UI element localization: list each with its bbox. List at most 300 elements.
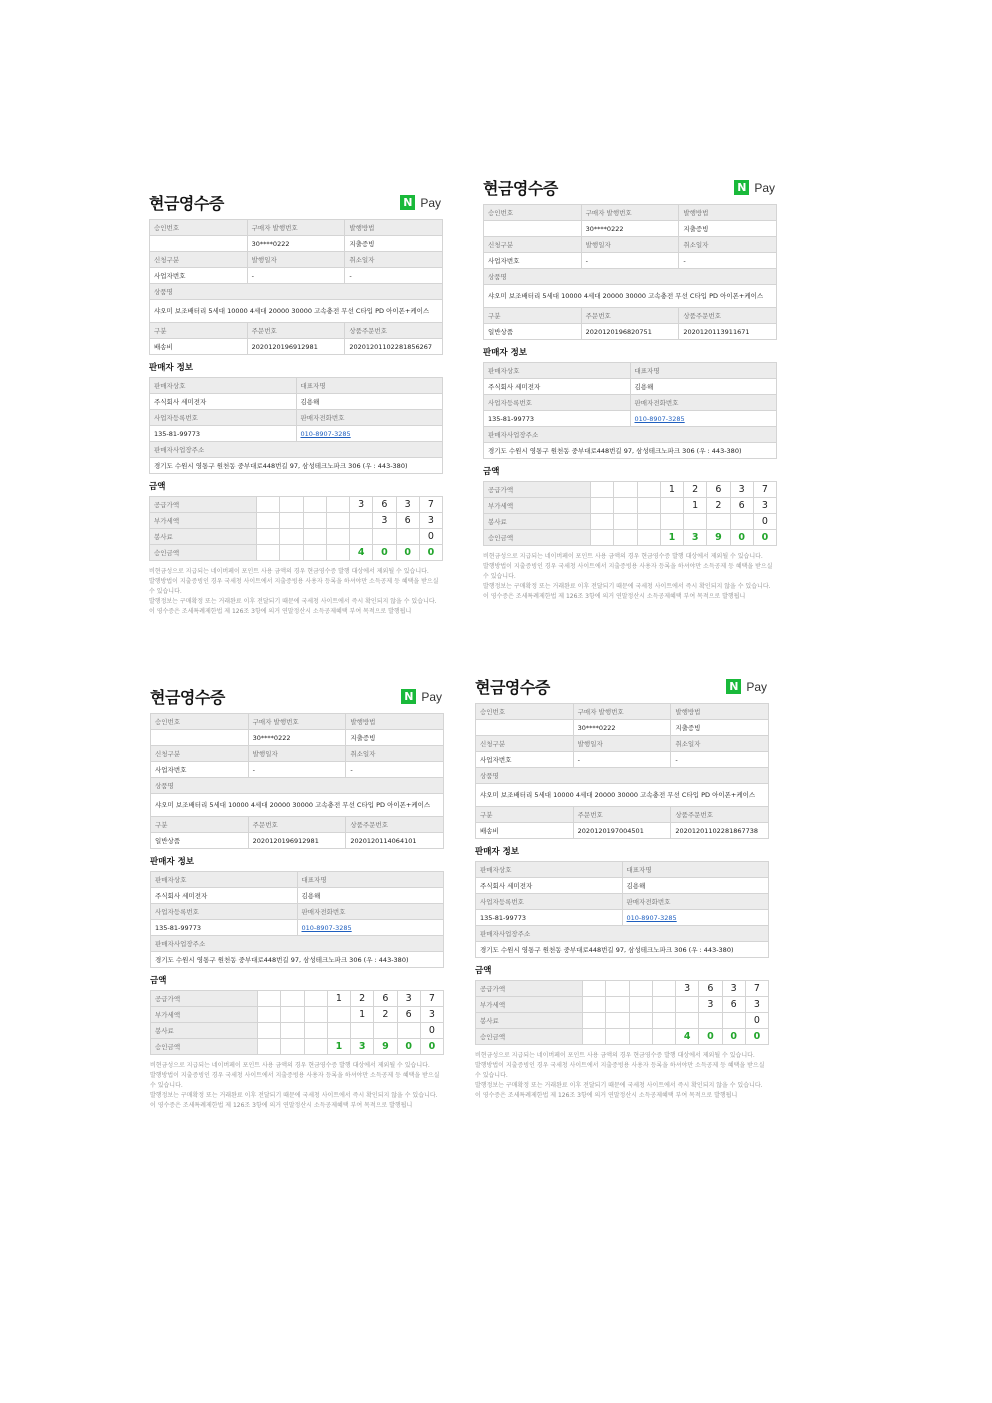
seller-table (483, 362, 777, 459)
supply-row (150, 497, 443, 513)
table-row (151, 872, 444, 888)
supply-row (484, 482, 777, 498)
amount-digit: 0 (699, 1029, 722, 1045)
amount-digit: 6 (699, 981, 722, 997)
approval-no-value (484, 221, 582, 237)
vat-row (151, 1007, 444, 1023)
amount-digit: 6 (722, 997, 745, 1013)
amount-digit (676, 997, 699, 1013)
note-line: 발행방법이 지출증빙인 경우 국세청 사이트에서 지출증빙용 사용자 등록을 하셔야만 소득공제 등 혜택을 받으실 수 있습니다. (483, 563, 773, 580)
item-order-no-value: 20201201102281856267 (345, 339, 443, 355)
seller-phone-link[interactable]: 010-8907-3285 (630, 411, 777, 427)
note-line: 발행정보는 구매확정 또는 거래완료 이후 전달되기 때문에 국세청 사이트에서 즉시 확인되지 않을 수 있습니다. (150, 1092, 438, 1099)
receipt-header (149, 189, 443, 219)
supply-label: 공급가액 (484, 482, 591, 498)
table-row (150, 410, 443, 426)
amount-digit (652, 981, 675, 997)
amount-digit: 0 (420, 1023, 443, 1039)
table-row (151, 833, 444, 849)
receipt-title: 현금영수증 (150, 688, 225, 707)
order-no-value: 2020120196912981 (248, 833, 346, 849)
order-no-label: 주문번호 (248, 817, 346, 833)
note-line: 비현금성으로 지급되는 네이버페이 포인트 사용 금액의 경우 현금영수증 발행 대상에서 제외될 수 있습니다. (483, 553, 763, 560)
table-row (476, 807, 769, 823)
table-row (151, 762, 444, 778)
approval-no-label: 승인번호 (150, 220, 248, 236)
supply-label: 공급가액 (476, 981, 583, 997)
note-line: 이 영수증은 조세특례제한법 제 126조 3항에 의거 연말정산시 소득공제혜택 부여 목적으로 발행됩니 (475, 1092, 738, 1099)
amount-digit (257, 545, 280, 561)
note-line: 이 영수증은 조세특례제한법 제 126조 3항에 의거 연말정산시 소득공제혜택 부여 목적으로 발행됩니 (150, 1102, 413, 1109)
table-row (150, 378, 443, 394)
seller-name-label: 판매자상호 (476, 862, 623, 878)
amount-digit (614, 482, 637, 498)
table-row (476, 910, 769, 926)
method-label: 발행방법 (345, 220, 443, 236)
category-value: 일반상품 (151, 833, 249, 849)
reg-no-value: 135-81-99773 (150, 426, 297, 442)
amount-digit: 0 (745, 1029, 768, 1045)
amount-digit (280, 545, 303, 561)
table-row (150, 339, 443, 355)
amount-table (150, 990, 444, 1055)
category-value: 배송비 (476, 823, 574, 839)
amount-digit (326, 545, 349, 561)
amount-digit (351, 1023, 374, 1039)
product-label: 상품명 (150, 284, 443, 300)
amount-digit: 6 (730, 498, 753, 514)
amount-digit (326, 513, 349, 529)
table-row (476, 752, 769, 768)
npay-logo (726, 679, 767, 694)
amount-digit (304, 1039, 327, 1055)
supply-label: 공급가액 (151, 991, 258, 1007)
method-value: 지출증빙 (346, 730, 444, 746)
apply-type-label: 신청구분 (151, 746, 249, 762)
npay-n-icon: N (734, 180, 749, 195)
table-row (484, 324, 777, 340)
vat-row (476, 997, 769, 1013)
table-row (151, 888, 444, 904)
product-label: 상품명 (151, 778, 444, 794)
biz-no-label: 사업자번호 (151, 762, 249, 778)
table-row (150, 442, 443, 458)
reg-no-label: 사업자등록번호 (151, 904, 298, 920)
seller-addr-label: 판매자사업장주소 (151, 936, 444, 952)
amount-digit: 4 (350, 545, 373, 561)
service-label: 봉사료 (151, 1023, 258, 1039)
supply-row (151, 991, 444, 1007)
reg-no-value: 135-81-99773 (151, 920, 298, 936)
amount-digit (350, 529, 373, 545)
amount-digit: 1 (351, 1007, 374, 1023)
amount-digit (258, 1039, 281, 1055)
amount-digit: 3 (396, 497, 419, 513)
amount-digit (606, 997, 629, 1013)
amount-digit (304, 991, 327, 1007)
table-row (476, 704, 769, 720)
note-line: 비현금성으로 지급되는 네이버페이 포인트 사용 금액의 경우 현금영수증 발행 대상에서 제외될 수 있습니다. (150, 1062, 430, 1069)
amount-digit (257, 497, 280, 513)
amount-digit (637, 514, 660, 530)
table-row (476, 894, 769, 910)
cancel-date-label: 취소일자 (679, 237, 777, 253)
issue-date-label: 발행일자 (247, 252, 345, 268)
note-line: 발행정보는 구매확정 또는 거래완료 이후 전달되기 때문에 국세청 사이트에서 즉시 확인되지 않을 수 있습니다. (475, 1082, 763, 1089)
amount-digit: 1 (684, 498, 707, 514)
table-row (150, 284, 443, 300)
amount-digit: 6 (373, 497, 396, 513)
apply-type-label: 신청구분 (150, 252, 248, 268)
amount-digit (606, 1029, 629, 1045)
amount-digit (397, 1023, 420, 1039)
receipt-title: 현금영수증 (475, 678, 550, 697)
seller-addr-label: 판매자사업장주소 (484, 427, 777, 443)
approval-no-value (150, 236, 248, 252)
amount-digit: 6 (374, 991, 397, 1007)
amount-digit: 9 (374, 1039, 397, 1055)
amount-digit: 1 (327, 1039, 350, 1055)
seller-table (475, 861, 769, 958)
total-label: 승인금액 (150, 545, 257, 561)
service-label: 봉사료 (476, 1013, 583, 1029)
order-no-label: 주문번호 (581, 308, 679, 324)
amount-digit (722, 1013, 745, 1029)
seller-name-value: 주식회사 세미전자 (150, 394, 297, 410)
amount-digit (373, 529, 396, 545)
seller-name-value: 주식회사 세미전자 (151, 888, 298, 904)
note-line: 발행방법이 지출증빙인 경우 국세청 사이트에서 지출증빙용 사용자 등록을 하셔야만 소득공제 등 혜택을 받으실 수 있습니다. (150, 1072, 440, 1089)
amount-digit: 3 (350, 497, 373, 513)
ceo-label: 대표자명 (297, 872, 444, 888)
amount-digit (350, 513, 373, 529)
amount-digit: 3 (730, 482, 753, 498)
service-row (151, 1023, 444, 1039)
table-row (150, 323, 443, 339)
amount-digit: 0 (730, 530, 753, 546)
amount-digit: 4 (676, 1029, 699, 1045)
seller-phone-link[interactable]: 010-8907-3285 (296, 426, 443, 442)
amount-section-title: 금액 (149, 482, 166, 492)
vat-row (150, 513, 443, 529)
amount-digit (326, 529, 349, 545)
reg-no-label: 사업자등록번호 (150, 410, 297, 426)
buyer-no-label: 구매자 발행번호 (573, 704, 671, 720)
table-row (150, 300, 443, 323)
seller-phone-link[interactable]: 010-8907-3285 (297, 920, 444, 936)
amount-digit: 0 (753, 530, 776, 546)
seller-phone-link[interactable]: 010-8907-3285 (622, 910, 769, 926)
amount-digit (396, 529, 419, 545)
amount-digit: 2 (374, 1007, 397, 1023)
reg-no-label: 사업자등록번호 (476, 894, 623, 910)
seller-phone-label: 판매자전화번호 (297, 904, 444, 920)
service-label: 봉사료 (484, 514, 591, 530)
table-row (151, 904, 444, 920)
vat-label: 부가세액 (151, 1007, 258, 1023)
amount-digit (660, 514, 683, 530)
amount-digit (281, 1007, 304, 1023)
amount-digit (614, 530, 637, 546)
notes (149, 567, 443, 617)
amount-digit (637, 498, 660, 514)
amount-digit: 3 (753, 498, 776, 514)
amount-digit (374, 1023, 397, 1039)
biz-no-value: - (248, 762, 346, 778)
notes (483, 552, 777, 602)
amount-digit: 6 (396, 513, 419, 529)
seller-addr-value: 경기도 수원시 영통구 원천동 중부대로448번길 97, 삼성테크노파크 306 (우 : 443-380) (484, 443, 777, 459)
amount-digit: 0 (722, 1029, 745, 1045)
amount-digit: 0 (373, 545, 396, 561)
service-row (476, 1013, 769, 1029)
table-row (151, 920, 444, 936)
amount-digit: 7 (753, 482, 776, 498)
amount-digit: 3 (419, 513, 442, 529)
amount-section-title: 금액 (475, 966, 492, 976)
amount-digit: 0 (420, 1039, 443, 1055)
item-order-no-label: 상품주문번호 (346, 817, 444, 833)
buyer-no-label: 구매자 발행번호 (581, 205, 679, 221)
total-row (484, 530, 777, 546)
table-row (476, 823, 769, 839)
amount-digit (684, 514, 707, 530)
table-row (476, 878, 769, 894)
ceo-value: 김용해 (630, 379, 777, 395)
buyer-no-value: 30****0222 (247, 236, 345, 252)
amount-digit: 3 (699, 997, 722, 1013)
table-row (484, 411, 777, 427)
seller-name-value: 주식회사 세미전자 (476, 878, 623, 894)
seller-phone-label: 판매자전화번호 (296, 410, 443, 426)
amount-digit: 2 (707, 498, 730, 514)
amount-digit (280, 529, 303, 545)
amount-digit (257, 513, 280, 529)
table-row (151, 817, 444, 833)
amount-digit: 2 (351, 991, 374, 1007)
item-order-no-label: 상품주문번호 (345, 323, 443, 339)
vat-label: 부가세액 (476, 997, 583, 1013)
amount-digit (303, 497, 326, 513)
issue-date-label: 발행일자 (581, 237, 679, 253)
cancel-date-label: 취소일자 (345, 252, 443, 268)
ceo-label: 대표자명 (630, 363, 777, 379)
amount-digit: 3 (722, 981, 745, 997)
table-row (151, 730, 444, 746)
table-row (476, 926, 769, 942)
amount-digit (591, 482, 614, 498)
transaction-table (483, 204, 777, 340)
receipt-title: 현금영수증 (483, 179, 558, 198)
note-line: 이 영수증은 조세특례제한법 제 126조 3항에 의거 연말정산시 소득공제혜택 부여 목적으로 발행됩니 (149, 608, 412, 615)
product-label: 상품명 (484, 269, 777, 285)
total-label: 승인금액 (151, 1039, 258, 1055)
receipt-title: 현금영수증 (149, 194, 224, 213)
notes (150, 1061, 444, 1111)
category-value: 배송비 (150, 339, 248, 355)
seller-name-label: 판매자상호 (150, 378, 297, 394)
category-label: 구분 (484, 308, 582, 324)
amount-table (475, 980, 769, 1045)
seller-addr-value: 경기도 수원시 영통구 원천동 중부대로448번길 97, 삼성테크노파크 306 (우 : 443-380) (151, 952, 444, 968)
npay-n-icon: N (726, 679, 741, 694)
method-label: 발행방법 (671, 704, 769, 720)
amount-digit: 6 (707, 482, 730, 498)
table-row (476, 862, 769, 878)
biz-no-value: - (581, 253, 679, 269)
amount-digit (257, 529, 280, 545)
biz-no-label: 사업자번호 (150, 268, 248, 284)
amount-digit: 7 (745, 981, 768, 997)
product-value: 샤오미 보조배터리 5세대 10000 4세대 20000 30000 고속충전 무선 C타입 PD 아이폰+케이스 (150, 300, 443, 323)
product-value: 샤오미 보조배터리 5세대 10000 4세대 20000 30000 고속충전 무선 C타입 PD 아이폰+케이스 (484, 285, 777, 308)
seller-addr-label: 판매자사업장주소 (476, 926, 769, 942)
amount-digit: 3 (373, 513, 396, 529)
receipt-1 (149, 189, 443, 617)
table-row (476, 720, 769, 736)
amount-digit (258, 1007, 281, 1023)
table-row (150, 252, 443, 268)
npay-pay-text: Pay (420, 195, 441, 210)
table-row (476, 736, 769, 752)
amount-digit (652, 1013, 675, 1029)
amount-digit (304, 1023, 327, 1039)
amount-digit (281, 1023, 304, 1039)
order-no-label: 주문번호 (573, 807, 671, 823)
amount-digit: 1 (327, 991, 350, 1007)
product-value: 샤오미 보조배터리 5세대 10000 4세대 20000 30000 고속충전 무선 C타입 PD 아이폰+케이스 (476, 784, 769, 807)
amount-digit (629, 1029, 652, 1045)
amount-digit: 1 (660, 530, 683, 546)
seller-addr-value: 경기도 수원시 영통구 원천동 중부대로448번길 97, 삼성테크노파크 306 (우 : 443-380) (150, 458, 443, 474)
amount-table (483, 481, 777, 546)
amount-digit (327, 1007, 350, 1023)
item-order-no-label: 상품주문번호 (671, 807, 769, 823)
service-label: 봉사료 (150, 529, 257, 545)
transaction-table (149, 219, 443, 355)
notes (475, 1051, 769, 1101)
transaction-table (150, 713, 444, 849)
reg-no-value: 135-81-99773 (476, 910, 623, 926)
order-no-label: 주문번호 (247, 323, 345, 339)
receipt-2 (483, 174, 777, 602)
amount-digit: 3 (745, 997, 768, 1013)
amount-digit (707, 514, 730, 530)
amount-digit (660, 498, 683, 514)
npay-logo (400, 195, 441, 210)
approval-no-value (151, 730, 249, 746)
supply-row (476, 981, 769, 997)
amount-digit: 0 (753, 514, 776, 530)
product-label: 상품명 (476, 768, 769, 784)
table-row (150, 426, 443, 442)
amount-digit: 0 (397, 1039, 420, 1055)
note-line: 발행방법이 지출증빙인 경우 국세청 사이트에서 지출증빙용 사용자 등록을 하셔야만 소득공제 등 혜택을 받으실 수 있습니다. (149, 578, 439, 595)
amount-digit: 0 (396, 545, 419, 561)
amount-digit: 9 (707, 530, 730, 546)
amount-digit (281, 991, 304, 1007)
npay-pay-text: Pay (746, 679, 767, 694)
category-label: 구분 (150, 323, 248, 339)
amount-digit (591, 514, 614, 530)
ceo-value: 김용해 (297, 888, 444, 904)
amount-digit (629, 1013, 652, 1029)
note-line: 이 영수증은 조세특례제한법 제 126조 3항에 의거 연말정산시 소득공제혜택 부여 목적으로 발행됩니 (483, 593, 746, 600)
table-row (476, 768, 769, 784)
category-label: 구분 (151, 817, 249, 833)
table-row (484, 269, 777, 285)
order-no-value: 2020120197004501 (573, 823, 671, 839)
table-row (151, 936, 444, 952)
npay-logo (401, 689, 442, 704)
table-row (150, 394, 443, 410)
amount-digit (606, 1013, 629, 1029)
seller-section-title: 판매자 정보 (149, 363, 194, 373)
biz-no-label: 사업자번호 (476, 752, 574, 768)
amount-digit: 6 (397, 1007, 420, 1023)
amount-digit (303, 545, 326, 561)
amount-digit (583, 981, 606, 997)
total-label: 승인금액 (476, 1029, 583, 1045)
seller-name-label: 판매자상호 (484, 363, 631, 379)
note-line: 발행방법이 지출증빙인 경우 국세청 사이트에서 지출증빙용 사용자 등록을 하셔야만 소득공제 등 혜택을 받으실 수 있습니다. (475, 1062, 765, 1079)
seller-phone-label: 판매자전화번호 (630, 395, 777, 411)
seller-addr-label: 판매자사업장주소 (150, 442, 443, 458)
method-label: 발행방법 (346, 714, 444, 730)
category-value: 일반상품 (484, 324, 582, 340)
vat-label: 부가세액 (150, 513, 257, 529)
table-row (484, 285, 777, 308)
approval-no-label: 승인번호 (151, 714, 249, 730)
reg-no-label: 사업자등록번호 (484, 395, 631, 411)
amount-digit: 3 (397, 991, 420, 1007)
service-row (484, 514, 777, 530)
vat-label: 부가세액 (484, 498, 591, 514)
amount-digit (303, 529, 326, 545)
amount-digit (614, 514, 637, 530)
table-row (150, 236, 443, 252)
npay-logo (734, 180, 775, 195)
ceo-label: 대표자명 (296, 378, 443, 394)
seller-section-title: 판매자 정보 (483, 348, 528, 358)
amount-digit (637, 482, 660, 498)
table-row (476, 942, 769, 958)
amount-digit (303, 513, 326, 529)
table-row (484, 427, 777, 443)
amount-digit: 1 (660, 482, 683, 498)
method-value: 지출증빙 (345, 236, 443, 252)
service-row (150, 529, 443, 545)
seller-table (149, 377, 443, 474)
note-line: 발행정보는 구매확정 또는 거래완료 이후 전달되기 때문에 국세청 사이트에서 즉시 확인되지 않을 수 있습니다. (149, 598, 437, 605)
table-row (151, 794, 444, 817)
seller-name-label: 판매자상호 (151, 872, 298, 888)
amount-digit (629, 981, 652, 997)
table-row (484, 363, 777, 379)
ceo-value: 김용해 (622, 878, 769, 894)
amount-digit (258, 1023, 281, 1039)
total-row (476, 1029, 769, 1045)
amount-digit (591, 530, 614, 546)
buyer-no-value: 30****0222 (573, 720, 671, 736)
ceo-value: 김용해 (296, 394, 443, 410)
transaction-table (475, 703, 769, 839)
table-row (484, 221, 777, 237)
order-no-value: 2020120196912981 (247, 339, 345, 355)
table-row (484, 443, 777, 459)
table-row (150, 220, 443, 236)
table-row (484, 379, 777, 395)
